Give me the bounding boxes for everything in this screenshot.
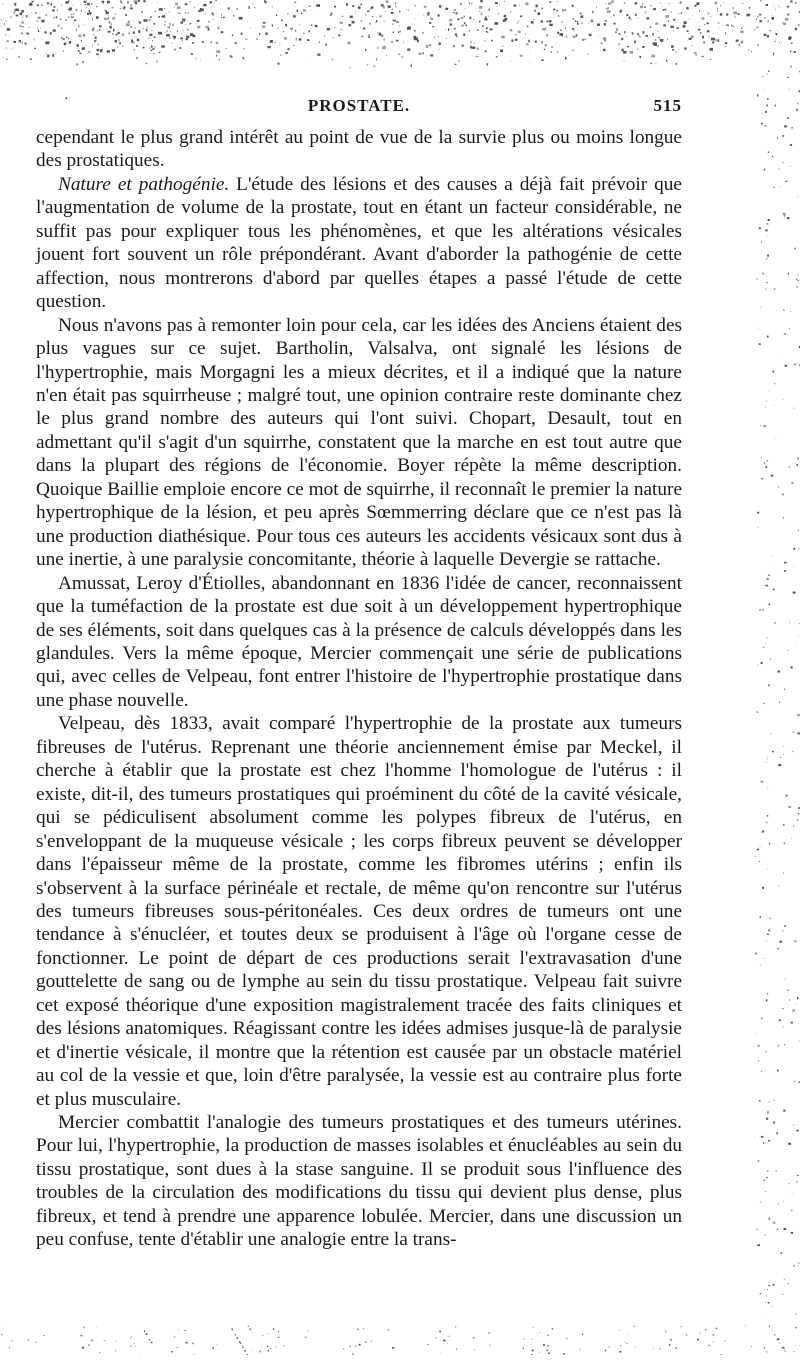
paragraph-text: cependant le plus grand intérêt au point de vue de la survie plus ou moins longue des prostatiques. [36,127,682,172]
paragraph [36,173,682,314]
paragraph [36,314,682,572]
paragraph [36,572,682,713]
paragraph [36,126,682,173]
paragraph-text: Mercier combattit l'analogie des tumeurs prostatiques et des tumeurs utérines. Pour lui, l'hypertrophie, la production de masses isolables et énucléables au sein du tissu prostatique, sont dues à la stase sanguine. Il se produit sous l'influence des troubles de la circulation des modifications du tissu qui devient plus dense, plus fibreux, et tend à prendre une apparence lobulée. Mercier, dans une discussion un peu confuse, tente d'établir une analogie entre la trans- [36,1112,682,1251]
paragraph [36,1111,682,1252]
paragraph-text: Amussat, Leroy d'Étiolles, abandonnant en 1836 l'idée de cancer, reconnaissent que la tuméfaction de la prostate est due soit à un développement hypertrophique de ses éléments, soit dans quelques cas à la présence de calculs développés dans les glandules. Vers la même époque, Mercier commençait une série de publications qui, avec celles de Velpeau, font entrer l'histoire de l'hypertrophie prostatique dans une phase nouvelle. [36,572,682,711]
book-page [36,92,682,1252]
paragraph-text: L'étude des lésions et des causes a déjà fait prévoir que l'augmentation de volume de la prostate, tout en étant un facteur considérable, ne suffit pas pour expliquer tous les phénomènes, et que les altérations vésicales jouent fort souvent un rôle prépondérant. Avant d'aborder la pathogénie de cette affection, nous montrerons d'abord par quelles étapes a passé l'étude de cette question. [36,173,682,313]
paragraph-text: Nous n'avons pas à remonter loin pour cela, car les idées des Anciens étaient des plus vagues sur ce sujet. Bartholin, Valsalva, ont signalé les lésions de l'hypertrophie, mais Morgagni les a mieux décrites, et il a indiqué que la nature n'en était pas squirrheuse ; malgré tout, une opinion contraire reste dominante chez le plus grand nombre des auteurs qui l'ont suivi. Chopart, Desault, tout en admettant qu'il s'agit d'un squirrhe, constatent que la marche en est tout autre que dans la plupart des régions de l'économie. Boyer répète la même description. Quoique Baillie emploie encore ce mot de squirrhe, il reconnaît le premier la nature hypertrophique de la lésion, et peu après Sœmmerring déclare que ce n'est pas là une production diathésique. Pour tous ces auteurs les accidents vésicaux sont dus à une inertie, à une paralysie concomitante, théorie à laquelle Devergie se rattache. [36,314,682,571]
page-number: 515 [653,96,682,115]
scan-speck: · [64,92,70,107]
body-text [36,126,682,1252]
running-head [36,92,682,126]
running-title: PROSTATE. [307,96,411,115]
paragraph [36,712,682,1111]
scan-noise-top [0,0,800,70]
paragraph-text: Velpeau, dès 1833, avait comparé l'hypertrophie de la prostate aux tumeurs fibreuses de l'utérus. Reprenant une théorie anciennement émise par Meckel, il cherche à établir que la prostate est chez l'homme l'homologue de l'utérus : il existe, dit-il, des tumeurs prostatiques qui proéminent du côté de la cavité vésicale, qui se pédiculisent absolument comme les polypes fibreux de l'utérus, en s'enveloppant de la muqueuse vésicale ; les corps fibreux peuvent se développer dans l'épaisseur même de la prostate, comme les fibromes utérins ; enfin ils s'observent à la surface périnéale et rectale, de même qu'on rencontre sur l'utérus des tumeurs fibreuses sous-péritonéales. Ces deux ordres de tumeurs ont une tendance à s'énucléer, et toutes deux se produisent à l'âge où l'organe cesse de fonctionner. Le point de départ de ces productions serait l'extravasation d'une gouttelette de sang ou de lymphe au sein du tissu prostatique. Velpeau fait suivre cet exposé théorique d'une exposition magistralement tracée des faits cliniques et des lésions anatomiques. Réagissant contre les idées admises jusque-là de paralysie et d'inertie vésicale, il montre que la rétention est causée par un obstacle matériel au col de la vessie et que, loin d'être paralysée, la vessie est au contraire plus forte et plus musculaire. [36,713,682,1110]
scan-noise-bottom [0,1325,800,1355]
scan-noise-right-margin [754,70,800,1320]
paragraph-lead: Nature et pathogénie. [58,173,230,195]
